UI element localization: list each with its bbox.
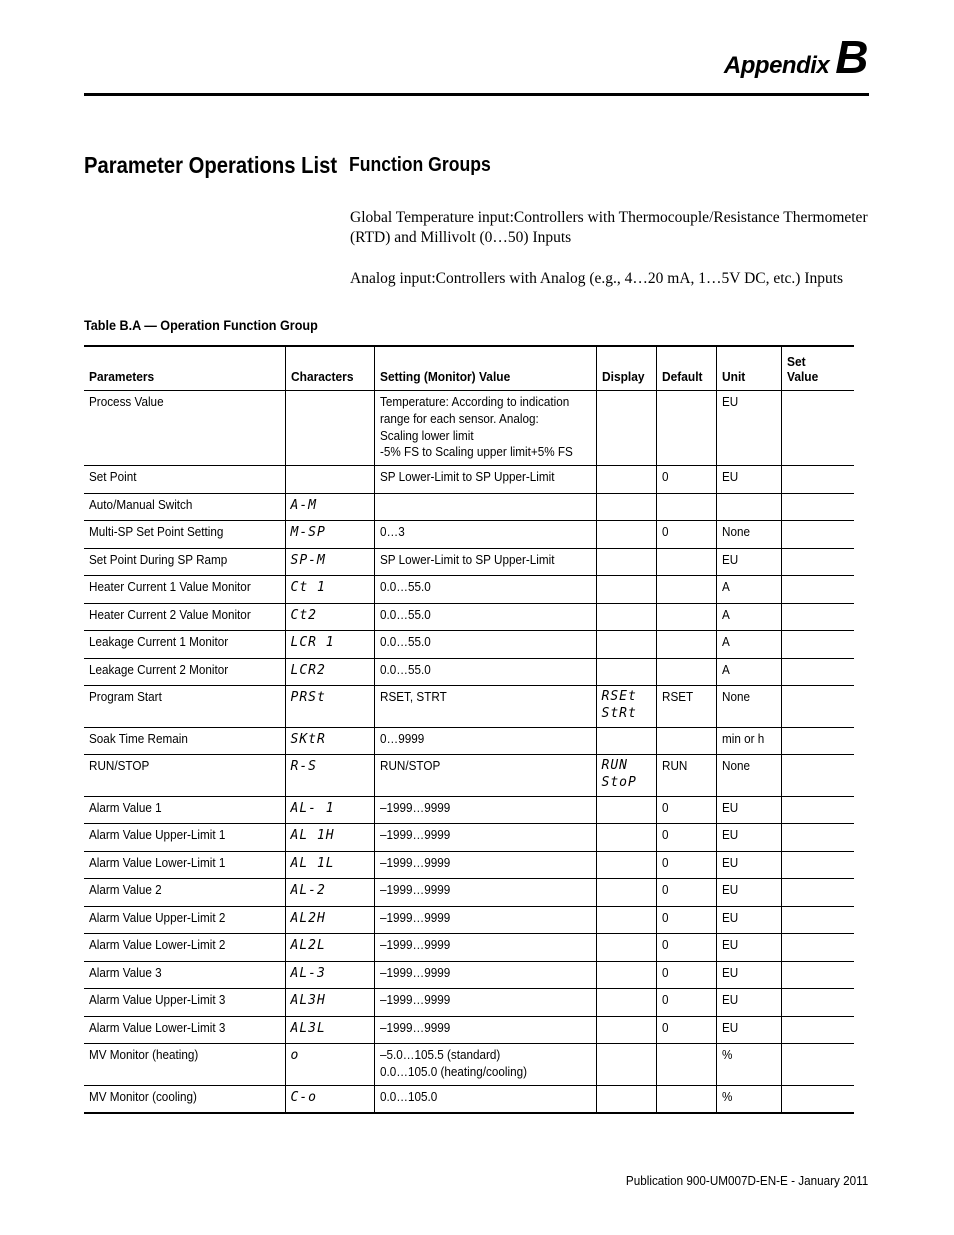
cell-display-line: RSEt xyxy=(601,689,637,705)
cell-setting-line: –1999…9999 xyxy=(379,882,450,898)
header-characters: Characters xyxy=(285,346,374,391)
cell-set-value xyxy=(781,1085,854,1113)
cell-characters: AL- 1 xyxy=(285,796,374,824)
cell-setting-line: SP Lower-Limit to SP Upper-Limit xyxy=(379,469,554,485)
cell-setting-line: 0.0…55.0 xyxy=(379,634,431,650)
cell-display xyxy=(596,824,656,852)
cell-setting-line: –1999…9999 xyxy=(379,964,450,980)
table-row xyxy=(84,658,854,686)
cell-parameter: MV Monitor (heating) xyxy=(84,1044,285,1086)
cell-characters: PRSt xyxy=(285,686,374,728)
cell-unit: None xyxy=(716,521,781,549)
cell-set-value xyxy=(781,727,854,755)
header-default: Default xyxy=(656,346,716,391)
table-row xyxy=(84,1044,854,1086)
cell-unit: EU xyxy=(716,391,781,466)
cell-parameter: Set Point During SP Ramp xyxy=(84,548,285,576)
cell-setting-line: RSET, STRT xyxy=(379,689,447,705)
table-caption: Table B.A — Operation Function Group xyxy=(84,317,318,333)
cell-display xyxy=(596,391,656,466)
cell-characters: LCR2 xyxy=(285,658,374,686)
cell-characters: R-S xyxy=(285,755,374,797)
cell-setting xyxy=(374,906,596,934)
table-row xyxy=(84,1016,854,1044)
operation-function-table xyxy=(84,345,854,1114)
table-row xyxy=(84,934,854,962)
cell-setting xyxy=(374,851,596,879)
cell-display xyxy=(596,1016,656,1044)
cell-setting-line: –1999…9999 xyxy=(379,1019,450,1035)
cell-setting-line: –5.0…105.5 (standard) xyxy=(379,1047,500,1063)
cell-characters xyxy=(285,391,374,466)
cell-unit: EU xyxy=(716,1016,781,1044)
cell-default xyxy=(656,548,716,576)
cell-setting-line: 0…9999 xyxy=(379,730,424,746)
cell-unit: A xyxy=(716,658,781,686)
cell-default: 0 xyxy=(656,796,716,824)
cell-set-value xyxy=(781,879,854,907)
cell-setting xyxy=(374,631,596,659)
cell-setting-line: 0.0…55.0 xyxy=(379,661,431,677)
cell-characters: AL3H xyxy=(285,989,374,1017)
cell-set-value xyxy=(781,1044,854,1086)
table-row xyxy=(84,961,854,989)
cell-display xyxy=(596,493,656,521)
cell-characters: AL2L xyxy=(285,934,374,962)
cell-set-value xyxy=(781,576,854,604)
cell-setting xyxy=(374,1016,596,1044)
cell-setting-line: 0.0…55.0 xyxy=(379,579,431,595)
cell-default: 0 xyxy=(656,851,716,879)
cell-parameter: Multi-SP Set Point Setting xyxy=(84,521,285,549)
cell-parameter: Alarm Value Lower-Limit 1 xyxy=(84,851,285,879)
cell-set-value xyxy=(781,631,854,659)
table-row xyxy=(84,906,854,934)
cell-setting xyxy=(374,603,596,631)
cell-set-value xyxy=(781,796,854,824)
publication-footer: Publication 900-UM007D-EN-E - January 2011 xyxy=(625,1173,868,1188)
cell-set-value xyxy=(781,603,854,631)
cell-setting xyxy=(374,576,596,604)
cell-unit: EU xyxy=(716,879,781,907)
intro-paragraph-2: Analog input:Controllers with Analog (e.g., 4…20 mA, 1…5V DC, etc.) Inputs xyxy=(350,270,844,287)
cell-display-line: StoP xyxy=(601,775,637,791)
cell-setting-line: –1999…9999 xyxy=(379,909,450,925)
cell-setting xyxy=(374,989,596,1017)
cell-display xyxy=(596,879,656,907)
cell-default: 0 xyxy=(656,961,716,989)
cell-display xyxy=(596,796,656,824)
cell-characters: SKtR xyxy=(285,727,374,755)
cell-setting xyxy=(374,521,596,549)
cell-setting-line: range for each sensor. Analog: xyxy=(379,410,539,426)
cell-default: RUN xyxy=(656,755,716,797)
cell-setting xyxy=(374,824,596,852)
cell-setting-line: SP Lower-Limit to SP Upper-Limit xyxy=(379,551,554,567)
cell-display xyxy=(596,466,656,494)
table-row xyxy=(84,576,854,604)
cell-set-value xyxy=(781,493,854,521)
cell-setting-line: 0.0…105.0 xyxy=(379,1088,437,1104)
cell-unit: EU xyxy=(716,548,781,576)
cell-setting xyxy=(374,755,596,797)
cell-display xyxy=(596,934,656,962)
cell-unit: EU xyxy=(716,796,781,824)
cell-unit: A xyxy=(716,631,781,659)
cell-set-value xyxy=(781,391,854,466)
cell-setting xyxy=(374,961,596,989)
cell-setting xyxy=(374,934,596,962)
cell-characters: AL-2 xyxy=(285,879,374,907)
cell-unit: % xyxy=(716,1044,781,1086)
cell-parameter: Alarm Value Upper-Limit 1 xyxy=(84,824,285,852)
cell-parameter: MV Monitor (cooling) xyxy=(84,1085,285,1113)
cell-display xyxy=(596,755,656,797)
cell-characters: AL3L xyxy=(285,1016,374,1044)
cell-default xyxy=(656,493,716,521)
cell-characters: AL-3 xyxy=(285,961,374,989)
cell-characters: AL2H xyxy=(285,906,374,934)
cell-unit: EU xyxy=(716,851,781,879)
cell-set-value xyxy=(781,548,854,576)
cell-display xyxy=(596,961,656,989)
cell-parameter: Heater Current 1 Value Monitor xyxy=(84,576,285,604)
cell-default: 0 xyxy=(656,466,716,494)
cell-characters: AL 1L xyxy=(285,851,374,879)
cell-setting-line: –1999…9999 xyxy=(379,854,450,870)
cell-unit: % xyxy=(716,1085,781,1113)
cell-unit: A xyxy=(716,576,781,604)
table-row xyxy=(84,1085,854,1113)
table-row xyxy=(84,391,854,466)
cell-setting xyxy=(374,686,596,728)
cell-unit: min or h xyxy=(716,727,781,755)
cell-display xyxy=(596,727,656,755)
cell-unit: EU xyxy=(716,961,781,989)
table-header-row xyxy=(84,346,854,391)
cell-setting-line: 0.0…55.0 xyxy=(379,606,431,622)
cell-setting xyxy=(374,548,596,576)
cell-default: RSET xyxy=(656,686,716,728)
table-row xyxy=(84,851,854,879)
cell-default xyxy=(656,631,716,659)
header-setting: Setting (Monitor) Value xyxy=(374,346,596,391)
cell-parameter: Leakage Current 2 Monitor xyxy=(84,658,285,686)
header-parameters: Parameters xyxy=(84,346,285,391)
cell-unit: EU xyxy=(716,934,781,962)
cell-setting xyxy=(374,879,596,907)
section-title: Parameter Operations List xyxy=(84,152,338,178)
cell-display xyxy=(596,686,656,728)
appendix-title xyxy=(724,30,868,84)
cell-default: 0 xyxy=(656,906,716,934)
cell-parameter: Heater Current 2 Value Monitor xyxy=(84,603,285,631)
cell-parameter: Alarm Value 3 xyxy=(84,961,285,989)
cell-unit: None xyxy=(716,755,781,797)
cell-characters: o xyxy=(285,1044,374,1086)
cell-display-line: StRt xyxy=(601,705,637,721)
cell-characters: A-M xyxy=(285,493,374,521)
cell-characters: C-o xyxy=(285,1085,374,1113)
cell-setting-line: –1999…9999 xyxy=(379,827,450,843)
cell-set-value xyxy=(781,934,854,962)
appendix-word: Appendix xyxy=(723,52,830,79)
cell-setting-line: Temperature: According to indication xyxy=(379,394,569,409)
cell-display xyxy=(596,658,656,686)
cell-setting xyxy=(374,1085,596,1113)
appendix-letter: B xyxy=(835,31,868,83)
cell-setting xyxy=(374,727,596,755)
cell-display xyxy=(596,603,656,631)
cell-parameter: Leakage Current 1 Monitor xyxy=(84,631,285,659)
cell-set-value xyxy=(781,851,854,879)
cell-set-value xyxy=(781,466,854,494)
cell-unit: EU xyxy=(716,824,781,852)
cell-setting xyxy=(374,796,596,824)
cell-set-value xyxy=(781,755,854,797)
cell-parameter: Soak Time Remain xyxy=(84,727,285,755)
cell-setting-line: Scaling lower limit xyxy=(379,427,474,443)
cell-unit: EU xyxy=(716,989,781,1017)
cell-display xyxy=(596,521,656,549)
cell-default: 0 xyxy=(656,879,716,907)
cell-setting-line: 0…3 xyxy=(379,524,405,540)
cell-setting-line: –1999…9999 xyxy=(379,799,450,815)
cell-characters xyxy=(285,466,374,494)
cell-parameter: Auto/Manual Switch xyxy=(84,493,285,521)
cell-characters: SP-M xyxy=(285,548,374,576)
cell-characters: AL 1H xyxy=(285,824,374,852)
cell-set-value xyxy=(781,961,854,989)
cell-setting-line: -5% FS to Scaling upper limit+5% FS xyxy=(379,444,573,460)
cell-unit xyxy=(716,493,781,521)
cell-default: 0 xyxy=(656,934,716,962)
cell-setting xyxy=(374,391,596,466)
table-row xyxy=(84,466,854,494)
cell-parameter: Program Start xyxy=(84,686,285,728)
cell-set-value xyxy=(781,824,854,852)
table-row xyxy=(84,727,854,755)
table-row xyxy=(84,796,854,824)
table-body xyxy=(84,391,854,1114)
cell-parameter: Alarm Value 1 xyxy=(84,796,285,824)
table-row xyxy=(84,631,854,659)
cell-default xyxy=(656,658,716,686)
cell-display xyxy=(596,1044,656,1086)
cell-parameter: Alarm Value Lower-Limit 3 xyxy=(84,1016,285,1044)
cell-set-value xyxy=(781,906,854,934)
cell-set-value xyxy=(781,521,854,549)
cell-unit: A xyxy=(716,603,781,631)
cell-set-value xyxy=(781,686,854,728)
cell-set-value xyxy=(781,989,854,1017)
cell-set-value xyxy=(781,658,854,686)
table-row xyxy=(84,493,854,521)
cell-default xyxy=(656,727,716,755)
cell-display xyxy=(596,906,656,934)
header-display: Display xyxy=(596,346,656,391)
table-row xyxy=(84,755,854,797)
header-set-value: Set Value xyxy=(781,346,854,391)
cell-default xyxy=(656,603,716,631)
cell-parameter: Alarm Value Lower-Limit 2 xyxy=(84,934,285,962)
cell-setting xyxy=(374,466,596,494)
cell-default: 0 xyxy=(656,1016,716,1044)
table-row xyxy=(84,824,854,852)
cell-setting xyxy=(374,493,596,521)
cell-characters: LCR 1 xyxy=(285,631,374,659)
cell-characters: Ct 1 xyxy=(285,576,374,604)
cell-default: 0 xyxy=(656,824,716,852)
cell-display xyxy=(596,548,656,576)
cell-setting xyxy=(374,658,596,686)
cell-default xyxy=(656,1085,716,1113)
cell-setting xyxy=(374,1044,596,1086)
cell-set-value xyxy=(781,1016,854,1044)
cell-parameter: RUN/STOP xyxy=(84,755,285,797)
cell-setting-line: 0.0…105.0 (heating/cooling) xyxy=(379,1064,527,1080)
cell-default: 0 xyxy=(656,521,716,549)
cell-default xyxy=(656,576,716,604)
subsection-title: Function Groups xyxy=(349,154,491,176)
cell-default: 0 xyxy=(656,989,716,1017)
cell-unit: None xyxy=(716,686,781,728)
cell-parameter: Alarm Value 2 xyxy=(84,879,285,907)
table-row xyxy=(84,686,854,728)
cell-display xyxy=(596,631,656,659)
cell-parameter: Process Value xyxy=(84,391,285,466)
cell-display-line: RUN xyxy=(601,758,628,774)
cell-parameter: Alarm Value Upper-Limit 3 xyxy=(84,989,285,1017)
table-row xyxy=(84,521,854,549)
header-unit: Unit xyxy=(716,346,781,391)
cell-characters: M-SP xyxy=(285,521,374,549)
cell-display xyxy=(596,851,656,879)
cell-characters: Ct2 xyxy=(285,603,374,631)
header-rule xyxy=(84,93,869,96)
table-row xyxy=(84,989,854,1017)
cell-display xyxy=(596,989,656,1017)
table-row xyxy=(84,879,854,907)
cell-setting-line: RUN/STOP xyxy=(379,758,440,774)
cell-display xyxy=(596,1085,656,1113)
table-row xyxy=(84,548,854,576)
cell-default xyxy=(656,391,716,466)
cell-parameter: Set Point xyxy=(84,466,285,494)
cell-setting-line: –1999…9999 xyxy=(379,937,450,953)
table-row xyxy=(84,603,854,631)
cell-unit: EU xyxy=(716,906,781,934)
cell-unit: EU xyxy=(716,466,781,494)
cell-setting-line: –1999…9999 xyxy=(379,992,450,1008)
cell-parameter: Alarm Value Upper-Limit 2 xyxy=(84,906,285,934)
cell-display xyxy=(596,576,656,604)
intro-paragraph-1: Global Temperature input:Controllers with Thermocouple/Resistance Thermometer (RTD) and Millivolt (0…50) Inputs xyxy=(350,209,868,246)
cell-default xyxy=(656,1044,716,1086)
